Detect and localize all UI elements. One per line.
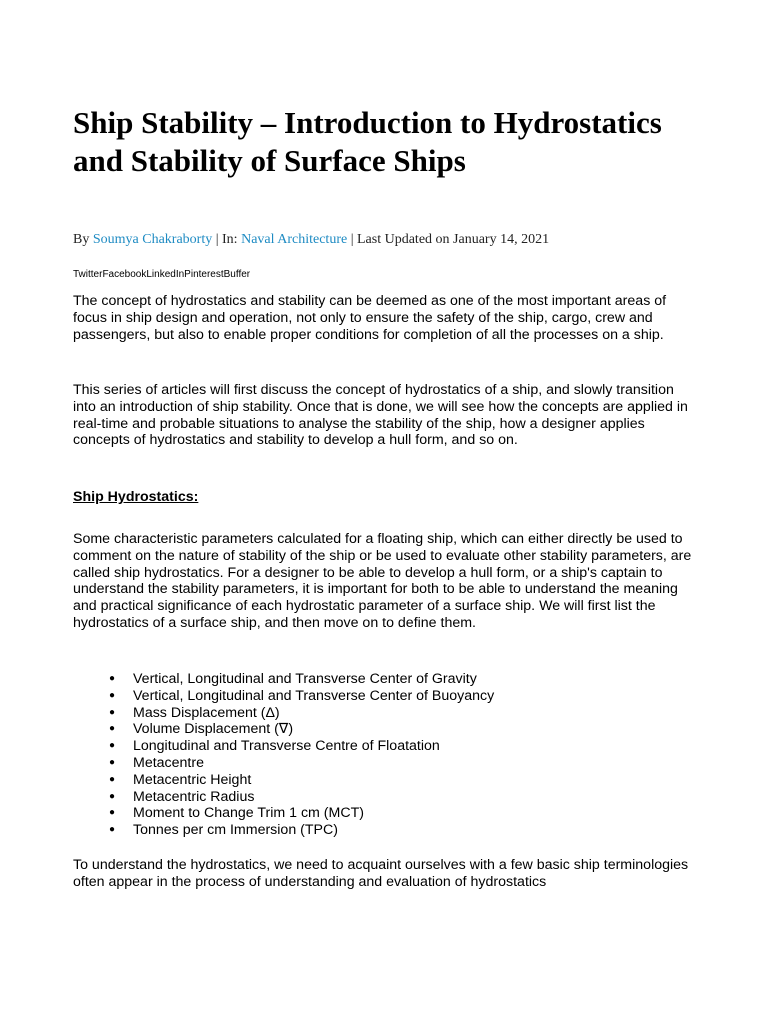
paragraph-hydrostatics: Some characteristic parameters calculated for a floating ship, which can either directly be used to comment on the nature of stability of the ship or be used to evaluate other stability parameters, are called ship hydrostatics. For a designer to be able to develop a hull form, or a ship's captain to understand the stability parameters, it is important for both to be able to understand the meaning and practical significance of each hydrostatic parameter of a surface ship. We will first list the hydrostatics of a surface ship, and then move on to define them.: [73, 531, 692, 631]
author-link[interactable]: Soumya Chakraborty: [92, 232, 213, 247]
list-item: ● Metacentre: [109, 754, 204, 771]
paragraph-terminology: To understand the hydrostatics, we need to acquaint ourselves with a few basic ship terminologies often appear in the process of understanding and evaluation of hydrostatics: [73, 857, 689, 890]
bullet-icon: ●: [109, 723, 116, 735]
paragraph-intro: The concept of hydrostatics and stability can be deemed as one of the most important areas of focus in ship design and operation, not only to ensure the safety of the ship, cargo, crew and passengers, but also to enable proper conditions for completion of all the processes on a ship.: [73, 293, 667, 343]
bullet-icon: ●: [109, 689, 116, 701]
list-item: ● Vertical, Longitudinal and Transverse Center of Gravity: [109, 671, 477, 687]
bullet-icon: ●: [109, 706, 116, 718]
bullet-icon: ●: [109, 756, 116, 768]
list-item: ● Tonnes per cm Immersion (TPC): [109, 822, 338, 839]
bullet-icon: ●: [109, 807, 116, 819]
bullet-icon: ●: [109, 773, 116, 785]
bullet-icon: ●: [109, 790, 116, 802]
list-item: ● Metacentric Height: [109, 771, 252, 788]
byline-in-separator: | In:: [212, 232, 242, 247]
article-title: Ship Stability – Introduction to Hydrostatics and Stability of Surface Ships: [73, 105, 662, 178]
byline: [73, 231, 549, 249]
share-links[interactable]: TwitterFacebookLinkedInPinterestBuffer: [73, 269, 251, 280]
bullet-icon: ●: [109, 673, 116, 684]
section-heading: Ship Hydrostatics:: [73, 489, 199, 505]
byline-prefix: By: [73, 232, 93, 247]
last-updated: | Last Updated on January 14, 2021: [347, 232, 550, 247]
list-item: ● Moment to Change Trim 1 cm (MCT): [109, 805, 364, 822]
category-link[interactable]: Naval Architecture: [241, 232, 348, 247]
list-item: ● Vertical, Longitudinal and Transverse Center of Buoyancy: [109, 687, 495, 704]
hydrostatics-list: [109, 671, 495, 839]
list-item: ● Mass Displacement (Δ): [109, 704, 280, 721]
paragraph-series: This series of articles will first discuss the concept of hydrostatics of a ship, and slowly transition into an introduction of ship stability. Once that is done, we will see how the concepts are applied in real-time and probable situations to analyse the stability of the ship, how a designer applies concepts of hydrostatics and stability to develop a hull form, and so on.: [73, 382, 688, 449]
list-item: ● Metacentric Radius: [109, 788, 255, 805]
bullet-icon: ●: [109, 824, 116, 836]
bullet-icon: ●: [109, 740, 116, 752]
list-item: ● Volume Displacement (∇): [109, 721, 294, 738]
list-item: ● Longitudinal and Transverse Centre of Floatation: [109, 738, 440, 755]
